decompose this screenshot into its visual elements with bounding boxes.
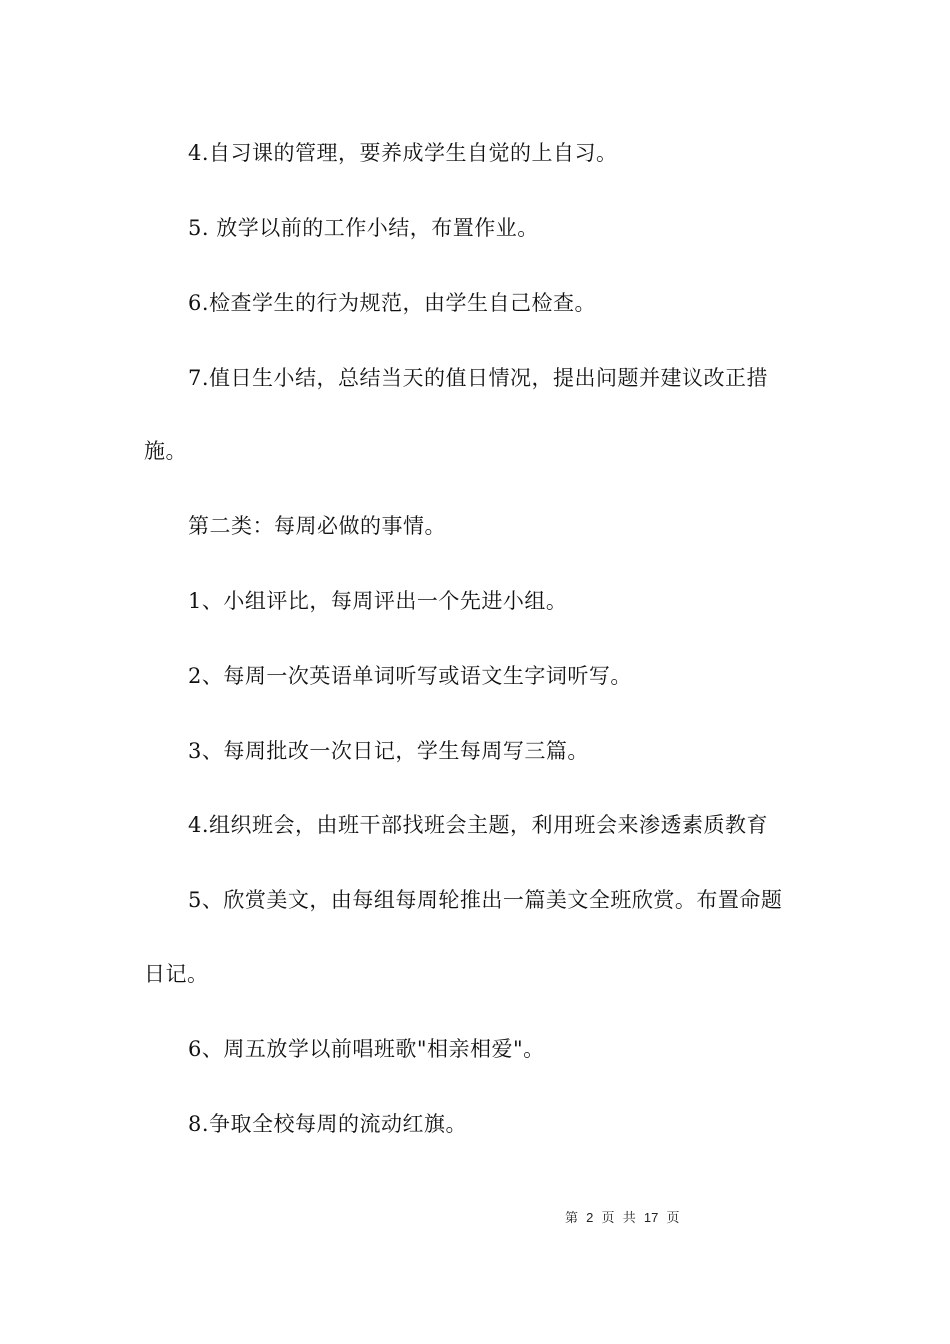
paragraph-line: 4.组织班会，由班干部找班会主题，利用班会来渗透素质教育 bbox=[188, 813, 769, 837]
paragraph-line: 4.自习课的管理，要养成学生自觉的上自习。 bbox=[188, 141, 618, 165]
page-number-indicator bbox=[563, 1209, 681, 1228]
paragraph-line: 6、周五放学以前唱班歌"相亲相爱"。 bbox=[188, 1037, 545, 1061]
footer-total-word: 共 bbox=[622, 1211, 636, 1226]
footer-suffix: 页 bbox=[666, 1211, 680, 1226]
paragraph-line: 2、每周一次英语单词听写或语文生字词听写。 bbox=[188, 664, 632, 688]
footer-current-page: 2 bbox=[586, 1210, 594, 1225]
paragraph-line: 8.争取全校每周的流动红旗。 bbox=[188, 1112, 468, 1136]
paragraph-line: 5. 放学以前的工作小结，布置作业。 bbox=[188, 216, 539, 240]
paragraph-line: 6.检查学生的行为规范，由学生自己检查。 bbox=[188, 291, 597, 315]
footer-page-word: 页 bbox=[601, 1211, 615, 1226]
footer-total-pages: 17 bbox=[643, 1210, 659, 1225]
footer-prefix: 第 bbox=[565, 1211, 579, 1226]
paragraph-line: 3、每周批改一次日记，学生每周写三篇。 bbox=[188, 739, 589, 763]
paragraph-line: 日记。 bbox=[144, 962, 209, 986]
paragraph-line: 7.值日生小结，总结当天的值日情况，提出问题并建议改正措 bbox=[188, 366, 769, 390]
paragraph-line: 施。 bbox=[144, 439, 187, 463]
section-heading: 第二类：每周必做的事情。 bbox=[188, 514, 446, 538]
paragraph-line: 1、小组评比，每周评出一个先进小组。 bbox=[188, 589, 568, 613]
paragraph-line: 5、欣赏美文，由每组每周轮推出一篇美文全班欣赏。布置命题 bbox=[188, 888, 783, 912]
